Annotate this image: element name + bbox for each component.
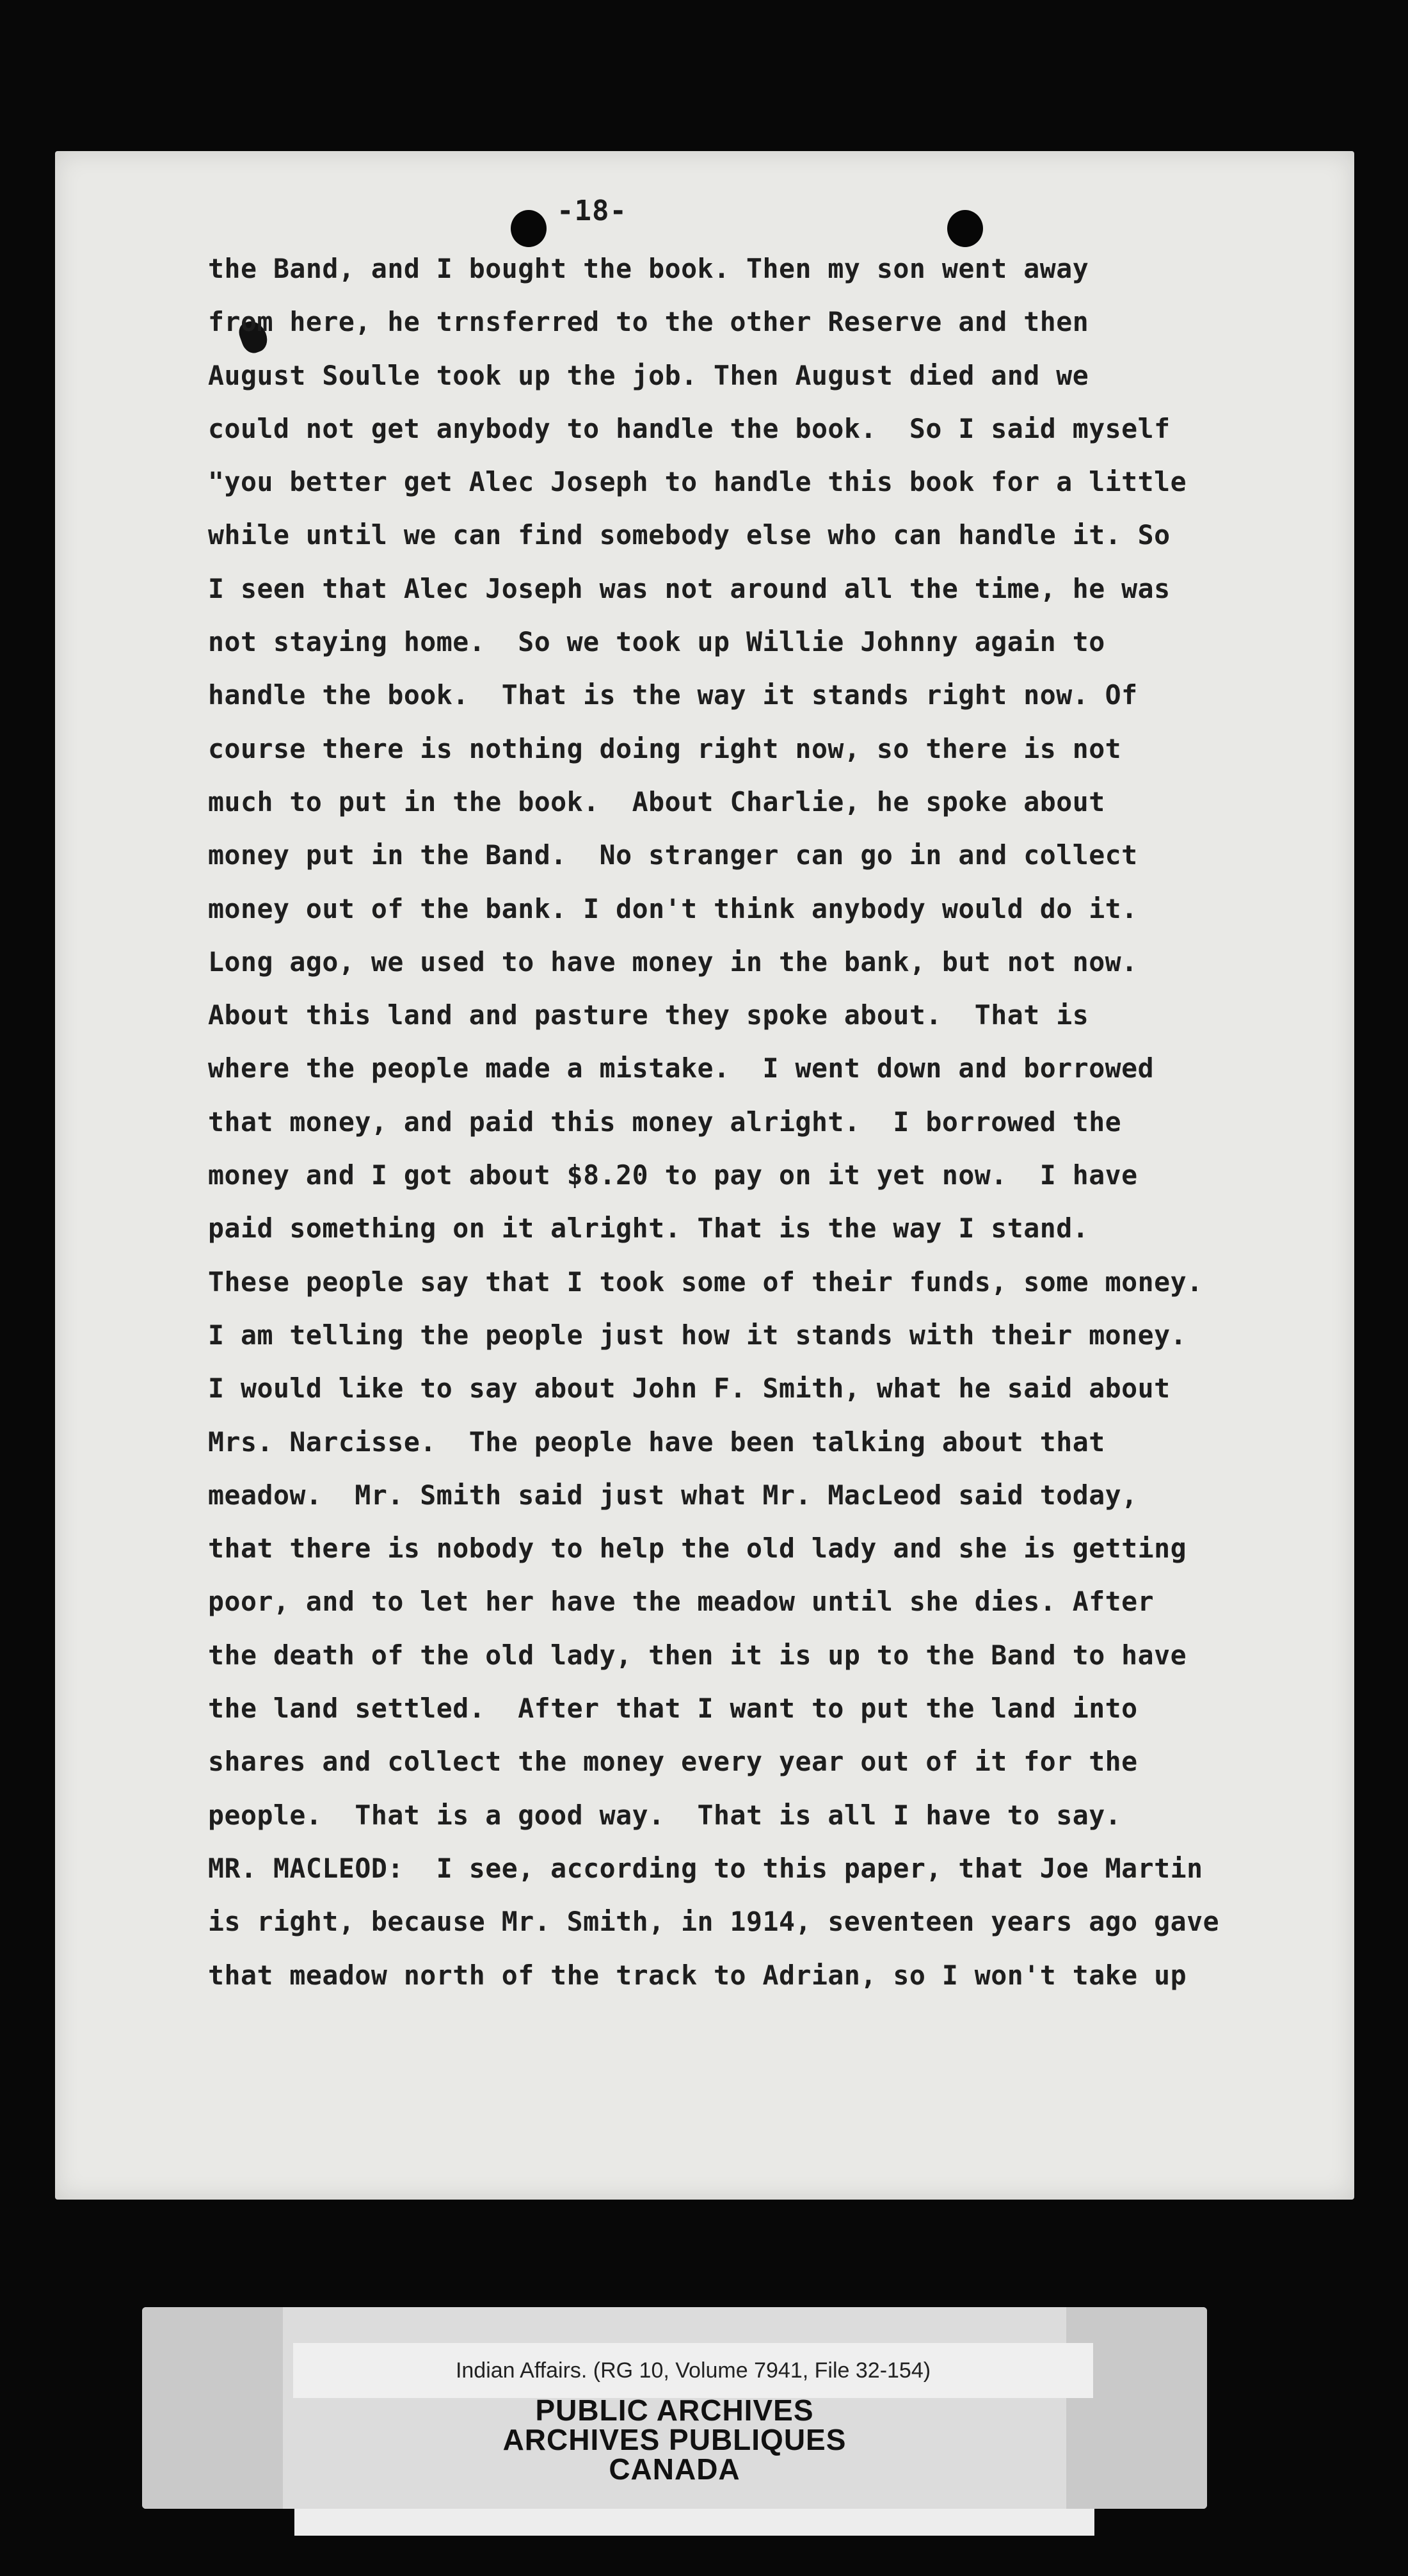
archive-line-1: PUBLIC ARCHIVES [535,2394,814,2427]
text-line: that there is nobody to help the old lady and she is getting [208,1533,1187,1565]
text-line: poor, and to let her have the meadow until she dies. After [208,1586,1155,1618]
text-line: the death of the old lady, then it is up to the Band to have [208,1639,1187,1671]
text-line: the land settled. After that I want to put the land into [208,1693,1138,1725]
text-line: while until we can find somebody else who can handle it. So [208,519,1171,551]
text-line: Long ago, we used to have money in the bank, but not now. [208,946,1138,978]
text-line: I am telling the people just how it stands with their money. [208,1319,1187,1351]
text-line: course there is nothing doing right now, so there is not [208,732,1122,764]
text-line: from here, he trnsferred to the other Reserve and then [208,306,1089,338]
archive-line-2: ARCHIVES PUBLIQUES [502,2423,847,2456]
text-line: where the people made a mistake. I went down and borrowed [208,1052,1155,1084]
text-line: could not get anybody to handle the book. So I said myself [208,412,1171,444]
text-line: I would like to say about John F. Smith, what he said about [208,1373,1171,1405]
text-line: money out of the bank. I don't think anybody would do it. [208,892,1138,924]
text-line: These people say that I took some of their funds, some money. [208,1266,1203,1298]
typed-text-body [208,242,1290,2002]
archive-reference: Indian Affairs. (RG 10, Volume 7941, File 32-154) [293,2343,1093,2398]
text-line: August Soulle took up the job. Then August died and we [208,359,1089,391]
text-line: money put in the Band. No stranger can go in and collect [208,839,1138,871]
text-line: money and I got about $8.20 to pay on it yet now. I have [208,1159,1138,1191]
archive-line-3: CANADA [609,2452,740,2486]
text-line: I seen that Alec Joseph was not around all the time, he was [208,572,1171,604]
page-number: -18- [557,195,627,227]
text-line: meadow. Mr. Smith said just what Mr. MacLeod said today, [208,1479,1138,1511]
text-line: that meadow north of the track to Adrian, so I won't take up [208,1959,1187,1991]
text-line: much to put in the book. About Charlie, he spoke about [208,785,1105,817]
text-line: not staying home. So we took up Willie Johnny again to [208,626,1105,658]
text-line: the Band, and I bought the book. Then my son went away [208,253,1089,284]
archive-name [142,2395,1207,2484]
text-line: handle the book. That is the way it stands right now. Of [208,679,1138,711]
text-line: Mrs. Narcisse. The people have been talking about that [208,1426,1105,1458]
text-line: About this land and pasture they spoke about. That is [208,999,1089,1031]
text-line: is right, because Mr. Smith, in 1914, seventeen years ago gave [208,1906,1220,1938]
text-line: people. That is a good way. That is all I have to say. [208,1799,1122,1831]
archive-label [142,2307,1207,2509]
text-line: shares and collect the money every year out of it for the [208,1746,1138,1778]
text-line: "you better get Alec Joseph to handle this book for a little [208,466,1187,498]
label-bottom-strip [294,2509,1094,2536]
text-line: paid something on it alright. That is the way I stand. [208,1212,1089,1244]
text-line: MR. MACLEOD: I see, according to this paper, that Joe Martin [208,1852,1203,1884]
text-line: that money, and paid this money alright. I borrowed the [208,1106,1122,1138]
